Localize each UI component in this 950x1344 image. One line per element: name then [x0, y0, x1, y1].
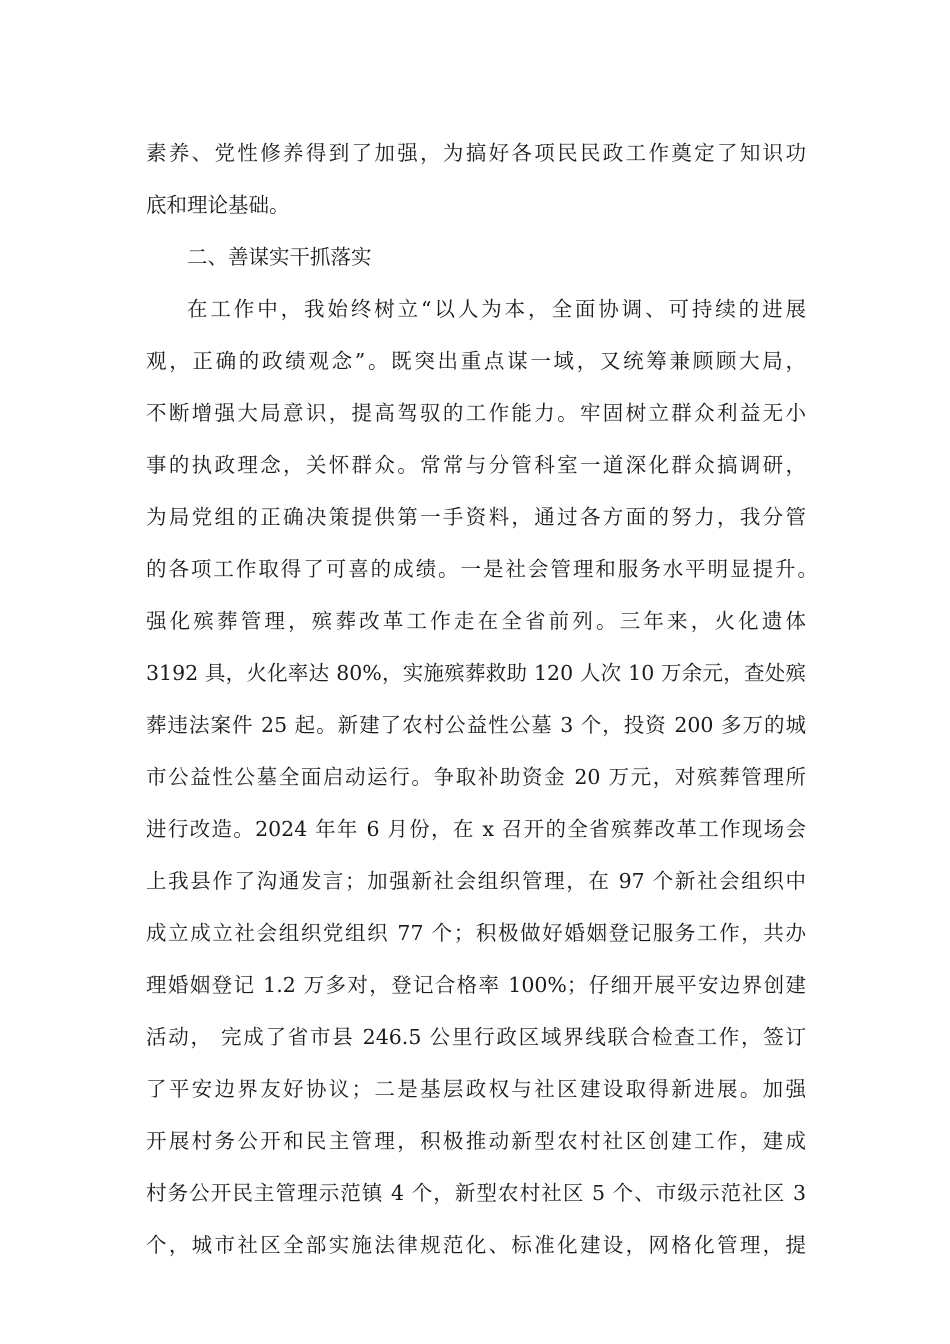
text-line: 了平安边界友好协议；二是基层政权与社区建设取得新进展。加强 — [146, 1077, 806, 1101]
text-line: 观，正确的政绩观念”。既突出重点谋一域，又统筹兼顾顾大局， — [146, 349, 806, 373]
text-line: 3192 具，火化率达 80%，实施殡葬救助 120 人次 10 万余元，查处殡 — [146, 661, 806, 685]
text-line: 个，城市社区全部实施法律规范化、标准化建设，网格化管理，提 — [146, 1233, 806, 1257]
text-line: 素养、党性修养得到了加强，为搞好各项民民政工作奠定了知识功 — [146, 141, 806, 165]
text-line: 市公益性公墓全面启动运行。争取补助资金 20 万元，对殡葬管理所 — [146, 765, 806, 789]
text-line: 底和理论基础。 — [146, 193, 290, 217]
section-heading: 二、善谋实干抓落实 — [187, 245, 372, 269]
text-line: 村务公开民主管理示范镇 4 个，新型农村社区 5 个、市级示范社区 3 — [146, 1181, 806, 1205]
text-line: 葬违法案件 25 起。新建了农村公益性公墓 3 个，投资 200 多万的城 — [146, 713, 806, 737]
text-line: 开展村务公开和民主管理，积极推动新型农村社区创建工作，建成 — [146, 1129, 806, 1153]
text-line: 进行改造。2024 年年 6 月份，在 x 召开的全省殡葬改革工作现场会 — [146, 817, 806, 841]
text-line: 为局党组的正确决策提供第一手资料，通过各方面的努力，我分管 — [146, 505, 806, 529]
text-line: 上我县作了沟通发言；加强新社会组织管理，在 97 个新社会组织中 — [146, 869, 806, 893]
text-line: 事的执政理念，关怀群众。常常与分管科室一道深化群众搞调研， — [146, 453, 806, 477]
text-line: 成立成立社会组织党组织 77 个；积极做好婚姻登记服务工作，共办 — [146, 921, 806, 945]
text-line: 理婚姻登记 1.2 万多对，登记合格率 100%；仔细开展平安边界创建 — [146, 973, 806, 997]
text-line: 的各项工作取得了可喜的成绩。一是社会管理和服务水平明显提升。 — [146, 557, 818, 581]
text-line: 不断增强大局意识，提高驾驭的工作能力。牢固树立群众利益无小 — [146, 401, 806, 425]
paragraph-first-line: 在工作中，我始终树立“以人为本，全面协调、可持续的进展 — [187, 297, 806, 321]
text-line: 活动， 完成了省市县 246.5 公里行政区域界线联合检查工作，签订 — [146, 1025, 806, 1049]
text-line: 强化殡葬管理，殡葬改革工作走在全省前列。三年来，火化遗体 — [146, 609, 806, 633]
